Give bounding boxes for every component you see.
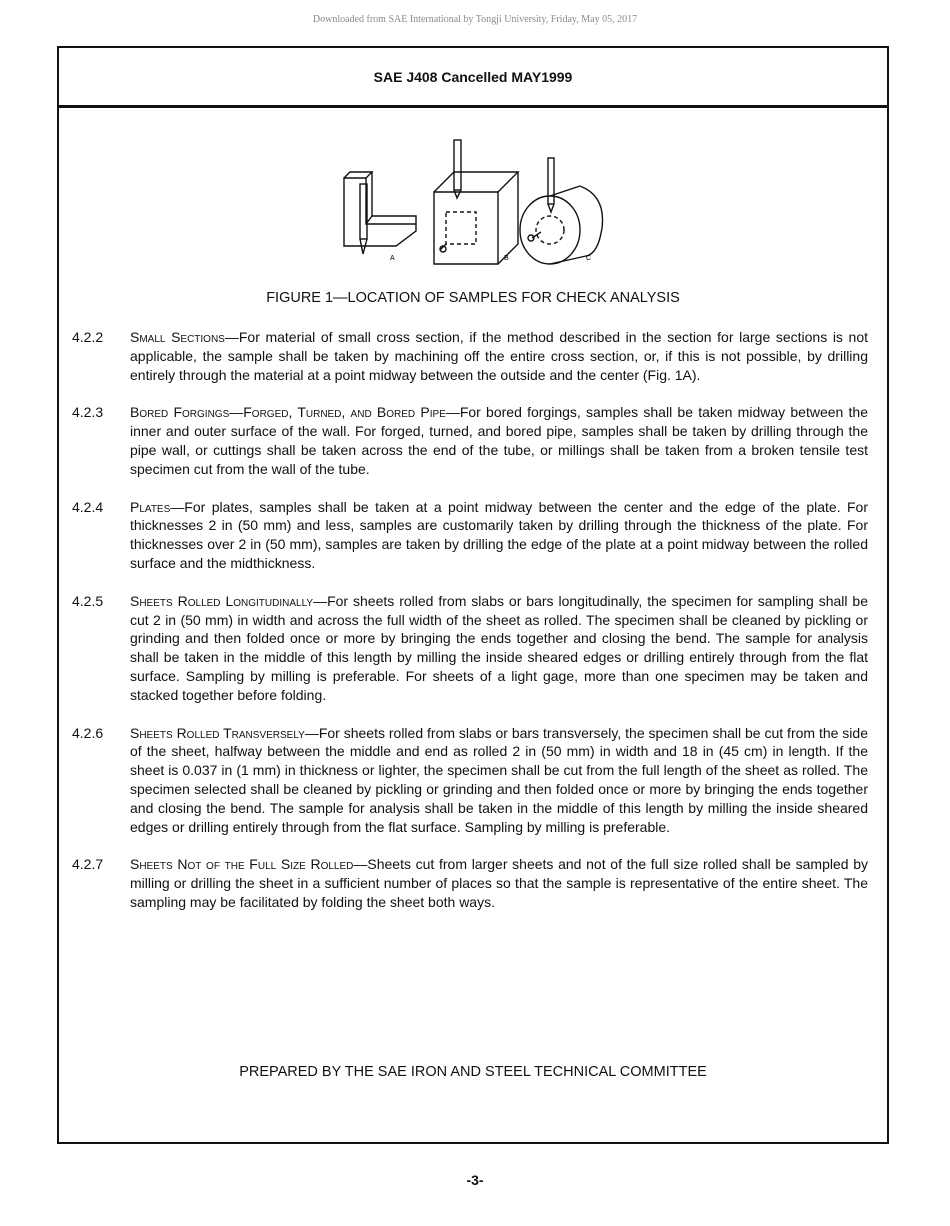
- clause-number: 4.2.2: [72, 329, 104, 345]
- clause-title: Sheets Not of the Full Size Rolled: [130, 856, 354, 873]
- clause-title: Small Sections: [130, 329, 225, 345]
- clause-text: —Sheets cut from larger sheets and not of the full size rolled shall be sampled by milling or drilling the sheet in a sufficient number of places so that the sample is representative of the entire sheet. The sampling may be facilitated by folding the sheet both ways.: [130, 856, 869, 910]
- clause-number: 4.2.4: [72, 498, 104, 515]
- clause-body: [130, 592, 868, 705]
- prepared-by-note: PREPARED BY THE SAE IRON AND STEEL TECHNICAL COMMITTEE: [239, 1064, 707, 1080]
- clause-body: [130, 403, 868, 478]
- clause-text: —For material of small cross section, if the method described in the section for large sections is not applicable, the sample shall be taken by machining off the entire cross section, or, if this is not possible, by drilling entirely through the material at a point midway between the outside and the center (Fig. 1A).: [130, 329, 868, 383]
- document-header: [59, 48, 887, 108]
- clause-list: [72, 328, 868, 931]
- clause-4-2-4: [72, 498, 868, 573]
- clause-title: Plates: [130, 498, 171, 515]
- clause-4-2-7: [72, 855, 868, 911]
- clause-4-2-3: [72, 403, 868, 478]
- clause-4-2-5: [72, 592, 868, 705]
- figure-1-illustration: [336, 136, 626, 266]
- clause-body: [130, 328, 868, 384]
- clause-4-2-6: [72, 724, 868, 837]
- clause-title: Sheets Rolled Transversely: [130, 724, 305, 741]
- sample-locations-drawing: [336, 136, 626, 266]
- clause-text: —For bored forgings, samples shall be taken midway between the inner and outer surface of the wall. For forged, turned, and bored pipe, samples shall be taken by drilling through the pipe wall, or cuttings shall be taken across the end of the tube, or millings shall be taken from a broken tensile test specimen cut from the wall of the tube.: [130, 404, 868, 477]
- angle-section-drawing: [344, 172, 416, 254]
- figure-label-a: A: [390, 255, 395, 262]
- clause-body: [130, 724, 868, 837]
- clause-text: —For sheets rolled from slabs or bars longitudinally, the specimen for sampling shall be cut 2 in (50 mm) in width and across the full width of the sheet as rolled. The specimen shall be cleaned by pickling or grinding and then folded once or more by bringing the ends together and closing the bend. The sample for analysis shall be taken in the middle of this length by milling the inside sheared edges or drilling entirely through from the flat surface. Sampling by milling is preferable. For sheets of a light gage, more than one specimen may be taken and stacked together before folding.: [130, 592, 868, 703]
- page-number: -3-: [466, 1172, 484, 1188]
- document-frame: [57, 46, 889, 1144]
- clause-title: Sheets Rolled Longitudinally: [130, 592, 314, 609]
- clause-number: 4.2.7: [72, 856, 104, 873]
- round-bar-drawing: [520, 158, 603, 264]
- download-watermark: Downloaded from SAE International by Tongji University, Friday, May 05, 2017: [312, 14, 638, 25]
- clause-4-2-2: [72, 328, 868, 384]
- figure-label-c: C: [586, 255, 592, 262]
- clause-number: 4.2.3: [72, 404, 104, 421]
- forging-block-drawing: [434, 140, 518, 264]
- clause-number: 4.2.6: [72, 724, 104, 741]
- clause-body: [130, 498, 868, 573]
- clause-number: 4.2.5: [72, 592, 104, 609]
- figure-label-b: B: [504, 255, 509, 262]
- figure-caption: FIGURE 1—LOCATION OF SAMPLES FOR CHECK ANALYSIS: [266, 290, 680, 306]
- clause-body: [130, 855, 868, 911]
- clause-text: —For plates, samples shall be taken at a point midway between the center and the edge of the plate. For thicknesses 2 in (50 mm) and less, samples are customarily taken by drilling through the thickness of the plate. For thicknesses over 2 in (50 mm), samples are taken by drilling the edge of the plate at a point midway between the rolled surface and the midthickness.: [130, 498, 868, 571]
- clause-title: Bored Forgings—Forged, Turned, and Bored Pipe: [130, 404, 446, 421]
- document-title: SAE J408 Cancelled MAY1999: [373, 68, 573, 85]
- clause-text: —For sheets rolled from slabs or bars transversely, the specimen shall be cut from the side of the sheet, halfway between the middle and end as rolled 2 in (50 mm) in width and 18 in (45 cm) in length. If the sheet is 0.037 in (1 mm) in thickness or lighter, the specimen shall be cut from the full length of the sheet as rolled. The specimen selected shall be cleaned by pickling or grinding and then folded once or more by bringing the ends together and closing the bend. The sample for analysis shall be taken in the middle of this length by milling the inside sheared edges or drilling entirely through from the flat surface. Sampling by milling is preferable.: [130, 724, 868, 835]
